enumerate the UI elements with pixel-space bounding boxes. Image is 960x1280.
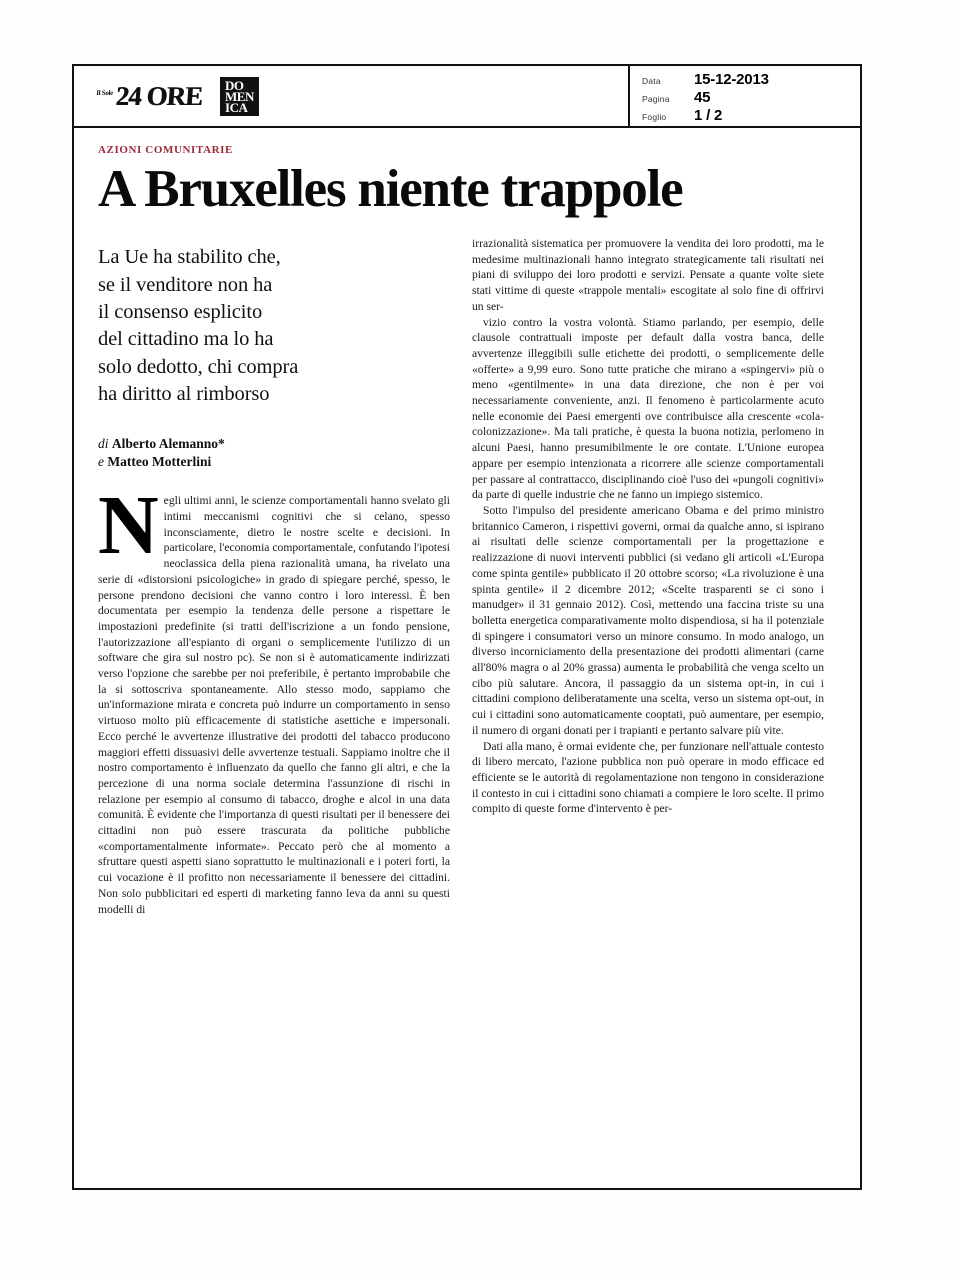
masthead xyxy=(74,66,860,128)
article-columns xyxy=(98,234,836,917)
body-paragraph: irrazionalità sistematica per promuovere la vendita dei loro prodotti, ma le medesime multinazionali hanno integrato strategicamente tali risultati nei piani di sviluppo dei loro prodotti e servizi. Pensate a quante volte siete stati vittime di queste «trappole mentali» escogitate al solo fine di offrirvi un ser- xyxy=(472,237,824,313)
deck-line: ha diritto al rimborso xyxy=(98,383,270,406)
byline-author-1-row xyxy=(98,435,450,453)
deck-line: se il venditore non ha xyxy=(98,273,273,296)
publication-name-main: 24 ORE xyxy=(114,80,204,111)
article-deck xyxy=(98,244,450,409)
supplement-line-1: DO xyxy=(225,77,244,93)
article-body-left xyxy=(98,479,450,917)
supplement-line-2: MEN xyxy=(225,88,254,104)
metadata-row-data xyxy=(642,71,860,88)
column-right xyxy=(472,234,824,817)
deck-line: del cittadino ma lo ha xyxy=(98,328,274,351)
metadata-value-foglio: 1 / 2 xyxy=(694,106,723,124)
publication-name-small: Il Sole xyxy=(95,88,114,97)
metadata-value-data: 15-12-2013 xyxy=(694,70,769,88)
metadata-value-pagina: 45 xyxy=(694,88,711,106)
body-paragraph: Negli ultimi anni, le scienze comportamentali hanno svelato gli intimi meccanismi cognitivi che si celano, spesso inconsciamente, dietro le nostre scelte e decisioni. In particolare, l'economia comportamentale, confutando l'ipotesi neoclassica della piena razionalità umana, ha rivelato una serie di «distorsioni psicologiche» in grado di spiegare perché, spesso, le persone prendono decisioni che vanno contro i loro interessi. È ben documentata per esempio la tendenza delle persone a rispettare le impostazioni predefinite (si tratti dell'iscrizione a un fondo pensione, l'autorizzazione all'espianto di organi o semplicemente l'utilizzo di un software che gira sul nostro pc). Se non si è automaticamente indirizzati verso l'opzione che sarebbe per noi preferibile, è pertanto improbabile che la si sottoscriva spontaneamente. Allo stesso modo, sappiamo che un'informazione mirata e concreta può indurre un comportamento in senso virtuoso molto più efficacemente di statistiche asettiche e impersonali. Ecco perché le avvertenze illustrative dei prodotti del tabacco producono maggiori effetti dissuasivi delle avvertenze testuali. Sappiamo inoltre che il nostro comportamento è influenzato da quello che fanno gli altri, e che la percezione di una norma sociale determina l'assunzione di rischi in relazione per esempio al consumo di tabacco, droghe e alcol in una data comunità. È evidente che l'importanza di questi risultati per il benessere dei cittadini non può essere trascurata da politiche pubbliche «comportamentalmente informate». Peccato però che al momento a sfruttare questi aspetti siano soprattutto le multinazionali e i poteri forti, la cui vocazione è il profitto non necessariamente il benessere dei cittadini. Non solo pubblicitari ed esperti di marketing fanno leva da anni su questi modelli di xyxy=(98,479,450,916)
supplement-line-3: ICA xyxy=(225,99,248,115)
byline-author-2: Matteo Motterlini xyxy=(107,454,212,470)
byline xyxy=(98,435,450,471)
article-body-right xyxy=(472,236,824,817)
metadata-label-foglio: Foglio xyxy=(642,111,667,122)
deck-line: solo dedotto, chi compra xyxy=(98,355,299,378)
metadata-row-pagina xyxy=(642,89,860,106)
body-paragraph: Sotto l'impulso del presidente americano Obama e del primo ministro britannico Cameron, i rispettivi governi, ormai da qualche anno, si ispirano ai risultati delle scienze comportamentali per la progettazione e realizzazione di nuovi interventi pubblici (si vedano gli articoli «L'Europa come spinta gentile» pubblicato il 20 ottobre scorso; «La rivoluzione è una spinta gentile» il 2 dicembre 2012; «Scelte trasparenti se ci sono i manudger» il 31 gennaio 2012). Così, mettendo una faccina triste su una bolletta energetica comparativamente molto dispendiosa, si ha il potenziale di spingere i consumatori verso un minore consumo. In modo analogo, un diverso incorniciamento della presentazione dei prodotti alimentari (carne all'80% magra o al 20% grassa) aumenta le probabilità che venga scelto un cibo più salutare. Ancora, il passaggio da un sistema opt-in, in cui i cittadini compiono deliberatamente una scelta, verso un sistema opt-out, in cui i cittadini sono automaticamente cooptati, può aumentare, per esempio, il numero di organi donati per i trapianti e pertanto salvare più vite. xyxy=(472,504,824,737)
masthead-logo-area xyxy=(74,66,628,126)
article xyxy=(74,128,860,927)
metadata-label-data: Data xyxy=(642,75,661,86)
metadata-label-pagina: Pagina xyxy=(642,93,670,104)
byline-prefix-2: e xyxy=(98,454,104,470)
metadata-row-foglio xyxy=(642,107,860,124)
clipping-frame xyxy=(72,64,862,1190)
column-left xyxy=(98,234,450,917)
page-title: A Bruxelles niente trappole xyxy=(98,160,683,218)
byline-prefix-1: di xyxy=(98,435,109,451)
publication-logo xyxy=(95,80,204,111)
article-kicker: AZIONI COMUNITARIE xyxy=(98,144,233,156)
body-paragraph: vizio contro la vostra volontà. Stiamo parlando, per esempio, delle clausole contrattuali imposte per default dalla vostra banca, delle avvertenze illeggibili sulle etichette dei prodotti, o semplicemente delle «offerte» a 9,99 euro. Sono tutte pratiche che mirano a «spingervi» più o meno «gentilmente» in una data direzione, che non è per voi necessariamente conveniente, anzi. Il fenomeno è particolarmente acuto nelle economie dei Paesi emergenti ove contribuisce alla crescente «cola-colonizzazione». Ma tali pratiche, è questa la buona notizia, perlomeno in alcuni Paesi, hanno presumibilmente le ore contate. L'Unione europea appare per esempio intenzionata a ricorrere alle scienze comportamentali per passare al contrattacco, disciplinando cioè l'uso dei «pungoli cognitivi» da parte di quelle industrie che ne fanno un impiego sistemico. xyxy=(472,315,824,502)
supplement-logo-domenica xyxy=(220,77,259,116)
deck-line: il consenso esplicito xyxy=(98,300,263,323)
byline-author-1: Alberto Alemanno* xyxy=(111,435,225,451)
clipping-metadata xyxy=(628,66,860,126)
deck-line: La Ue ha stabilito che, xyxy=(98,246,281,269)
body-paragraph: Dati alla mano, è ormai evidente che, per funzionare nell'attuale contesto di libero mercato, l'azione pubblica non può operare in modo efficace ed efficiente se le autorità di regolamentazione non tengono in considerazione il contesto in cui i cittadini sono chiamati a compiere le loro scelte. Il primo compito di queste forme d'intervento è per- xyxy=(472,739,824,816)
byline-author-2-row xyxy=(98,453,450,471)
